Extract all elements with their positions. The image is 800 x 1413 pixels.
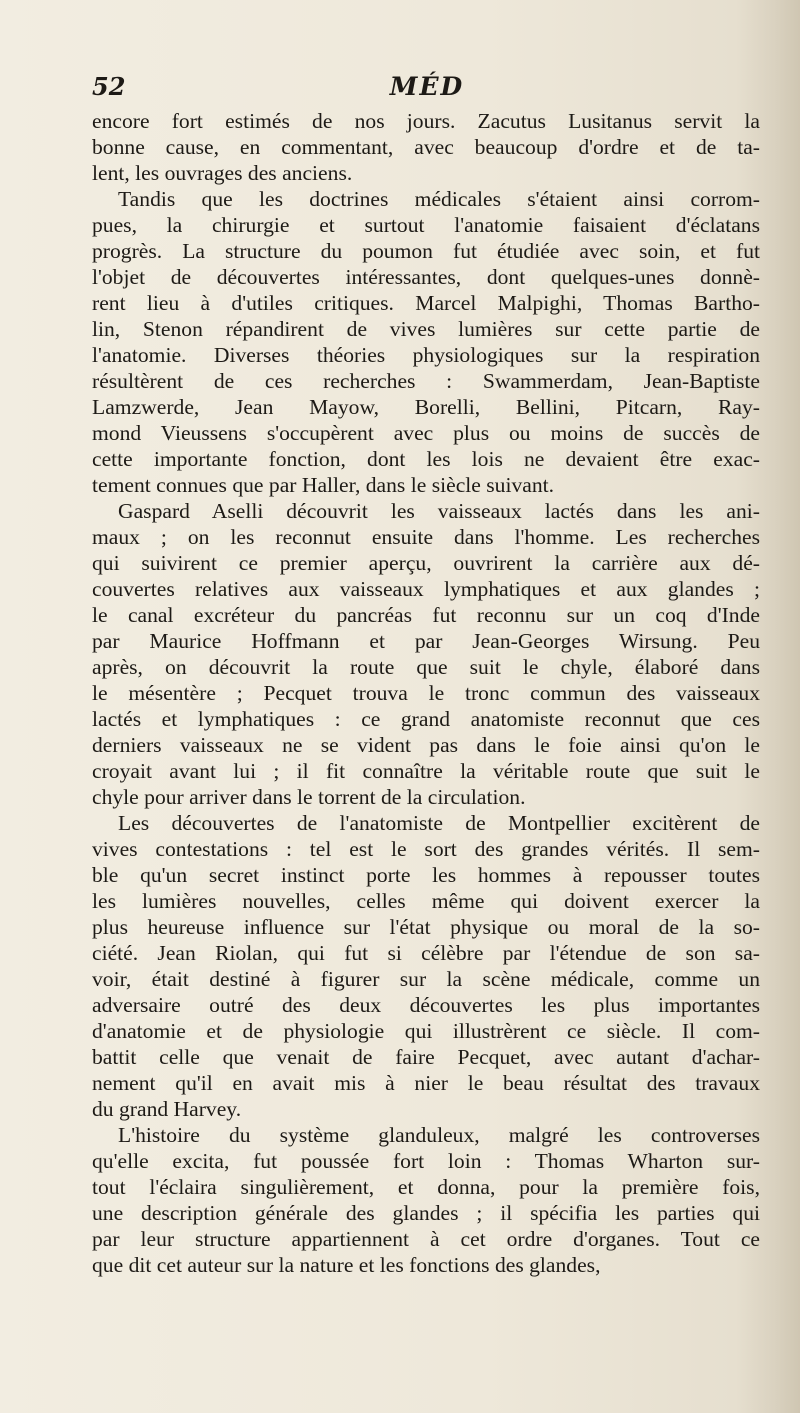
body-text — [92, 108, 760, 1278]
text-line: que dit cet auteur sur la nature et les fonctions des glandes, — [92, 1253, 601, 1277]
text-line: rent lieu à d'utiles critiques. Marcel Malpighi, Thomas Bartho- — [92, 291, 760, 315]
text-line: chyle pour arriver dans le torrent de la circulation. — [92, 785, 526, 809]
text-line: lactés et lymphatiques : ce grand anatomiste reconnut que ces — [92, 707, 760, 731]
text-line: l'objet de découvertes intéressantes, dont quelques-unes donnè- — [92, 265, 760, 289]
text-line: couvertes relatives aux vaisseaux lymphatiques et aux glandes ; — [92, 577, 760, 601]
paragraph — [92, 186, 760, 498]
text-line: Lamzwerde, Jean Mayow, Borelli, Bellini, Pitcarn, Ray- — [92, 395, 760, 419]
text-line: après, on découvrit la route que suit le chyle, élaboré dans — [92, 655, 760, 679]
text-line: résultèrent de ces recherches : Swammerdam, Jean-Baptiste — [92, 369, 760, 393]
text-line: Tandis que les doctrines médicales s'étaient ainsi corrom- — [118, 187, 760, 211]
text-line: par leur structure appartiennent à cet ordre d'organes. Tout ce — [92, 1227, 760, 1251]
text-line: qu'elle excita, fut poussée fort loin : Thomas Wharton sur- — [92, 1149, 760, 1173]
text-line: tement connues que par Haller, dans le siècle suivant. — [92, 473, 555, 497]
text-line: le mésentère ; Pecquet trouva le tronc commun des vaisseaux — [92, 681, 760, 705]
text-line: d'anatomie et de physiologie qui illustrèrent ce siècle. Il com- — [92, 1019, 760, 1043]
text-line: les lumières nouvelles, celles même qui doivent exercer la — [92, 889, 760, 913]
page-header — [92, 72, 762, 108]
text-line: plus heureuse influence sur l'état physique ou moral de la so- — [92, 915, 760, 939]
text-line: ble qu'un secret instinct porte les hommes à repousser toutes — [92, 863, 760, 887]
text-line: tout l'éclaira singulièrement, et donna, pour la première fois, — [92, 1175, 760, 1199]
text-line: l'anatomie. Diverses théories physiologiques sur la respiration — [92, 343, 760, 367]
text-line: voir, était destiné à figurer sur la scène médicale, comme un — [92, 967, 760, 991]
text-line: mond Vieussens s'occupèrent avec plus ou moins de succès de — [92, 421, 760, 445]
text-line: Gaspard Aselli découvrit les vaisseaux lactés dans les ani- — [118, 499, 760, 523]
text-line: adversaire outré des deux découvertes les plus importantes — [92, 993, 760, 1017]
text-line: croyait avant lui ; il fit connaître la véritable route que suit le — [92, 759, 760, 783]
text-line: Les découvertes de l'anatomiste de Montpellier excitèrent de — [118, 811, 760, 835]
text-line: encore fort estimés de nos jours. Zacutus Lusitanus servit la — [92, 109, 760, 133]
text-line: bonne cause, en commentant, avec beaucoup d'ordre et de ta- — [92, 135, 760, 159]
text-line: nement qu'il en avait mis à nier le beau résultat des travaux — [92, 1071, 760, 1095]
text-line: le canal excréteur du pancréas fut reconnu sur un coq d'Inde — [92, 603, 760, 627]
text-line: une description générale des glandes ; il spécifia les parties qui — [92, 1201, 760, 1225]
running-head: MÉD — [389, 72, 465, 101]
text-line: du grand Harvey. — [92, 1097, 242, 1121]
text-line: cette importante fonction, dont les lois ne devaient être exac- — [92, 447, 760, 471]
text-line: L'histoire du système glanduleux, malgré les controverses — [118, 1123, 760, 1147]
text-line: progrès. La structure du poumon fut étudiée avec soin, et fut — [92, 239, 760, 263]
paragraph — [92, 498, 760, 810]
text-line: par Maurice Hoffmann et par Jean-Georges Wirsung. Peu — [92, 629, 760, 653]
text-line: lent, les ouvrages des anciens. — [92, 161, 353, 185]
text-line: ciété. Jean Riolan, qui fut si célèbre par l'étendue de son sa- — [92, 941, 760, 965]
text-line: pues, la chirurgie et surtout l'anatomie faisaient d'éclatans — [92, 213, 760, 237]
paragraph — [92, 108, 760, 186]
paragraph — [92, 810, 760, 1122]
page-number: 52 — [92, 72, 126, 101]
text-line: maux ; on les reconnut ensuite dans l'homme. Les recherches — [92, 525, 760, 549]
text-line: lin, Stenon répandirent de vives lumières sur cette partie de — [92, 317, 760, 341]
text-line: vives contestations : tel est le sort des grandes vérités. Il sem- — [92, 837, 760, 861]
paragraph — [92, 1122, 760, 1278]
text-line: battit celle que venait de faire Pecquet, avec autant d'achar- — [92, 1045, 760, 1069]
text-line: derniers vaisseaux ne se vident pas dans le foie ainsi qu'on le — [92, 733, 760, 757]
text-line: qui suivirent ce premier aperçu, ouvrirent la carrière aux dé- — [92, 551, 760, 575]
